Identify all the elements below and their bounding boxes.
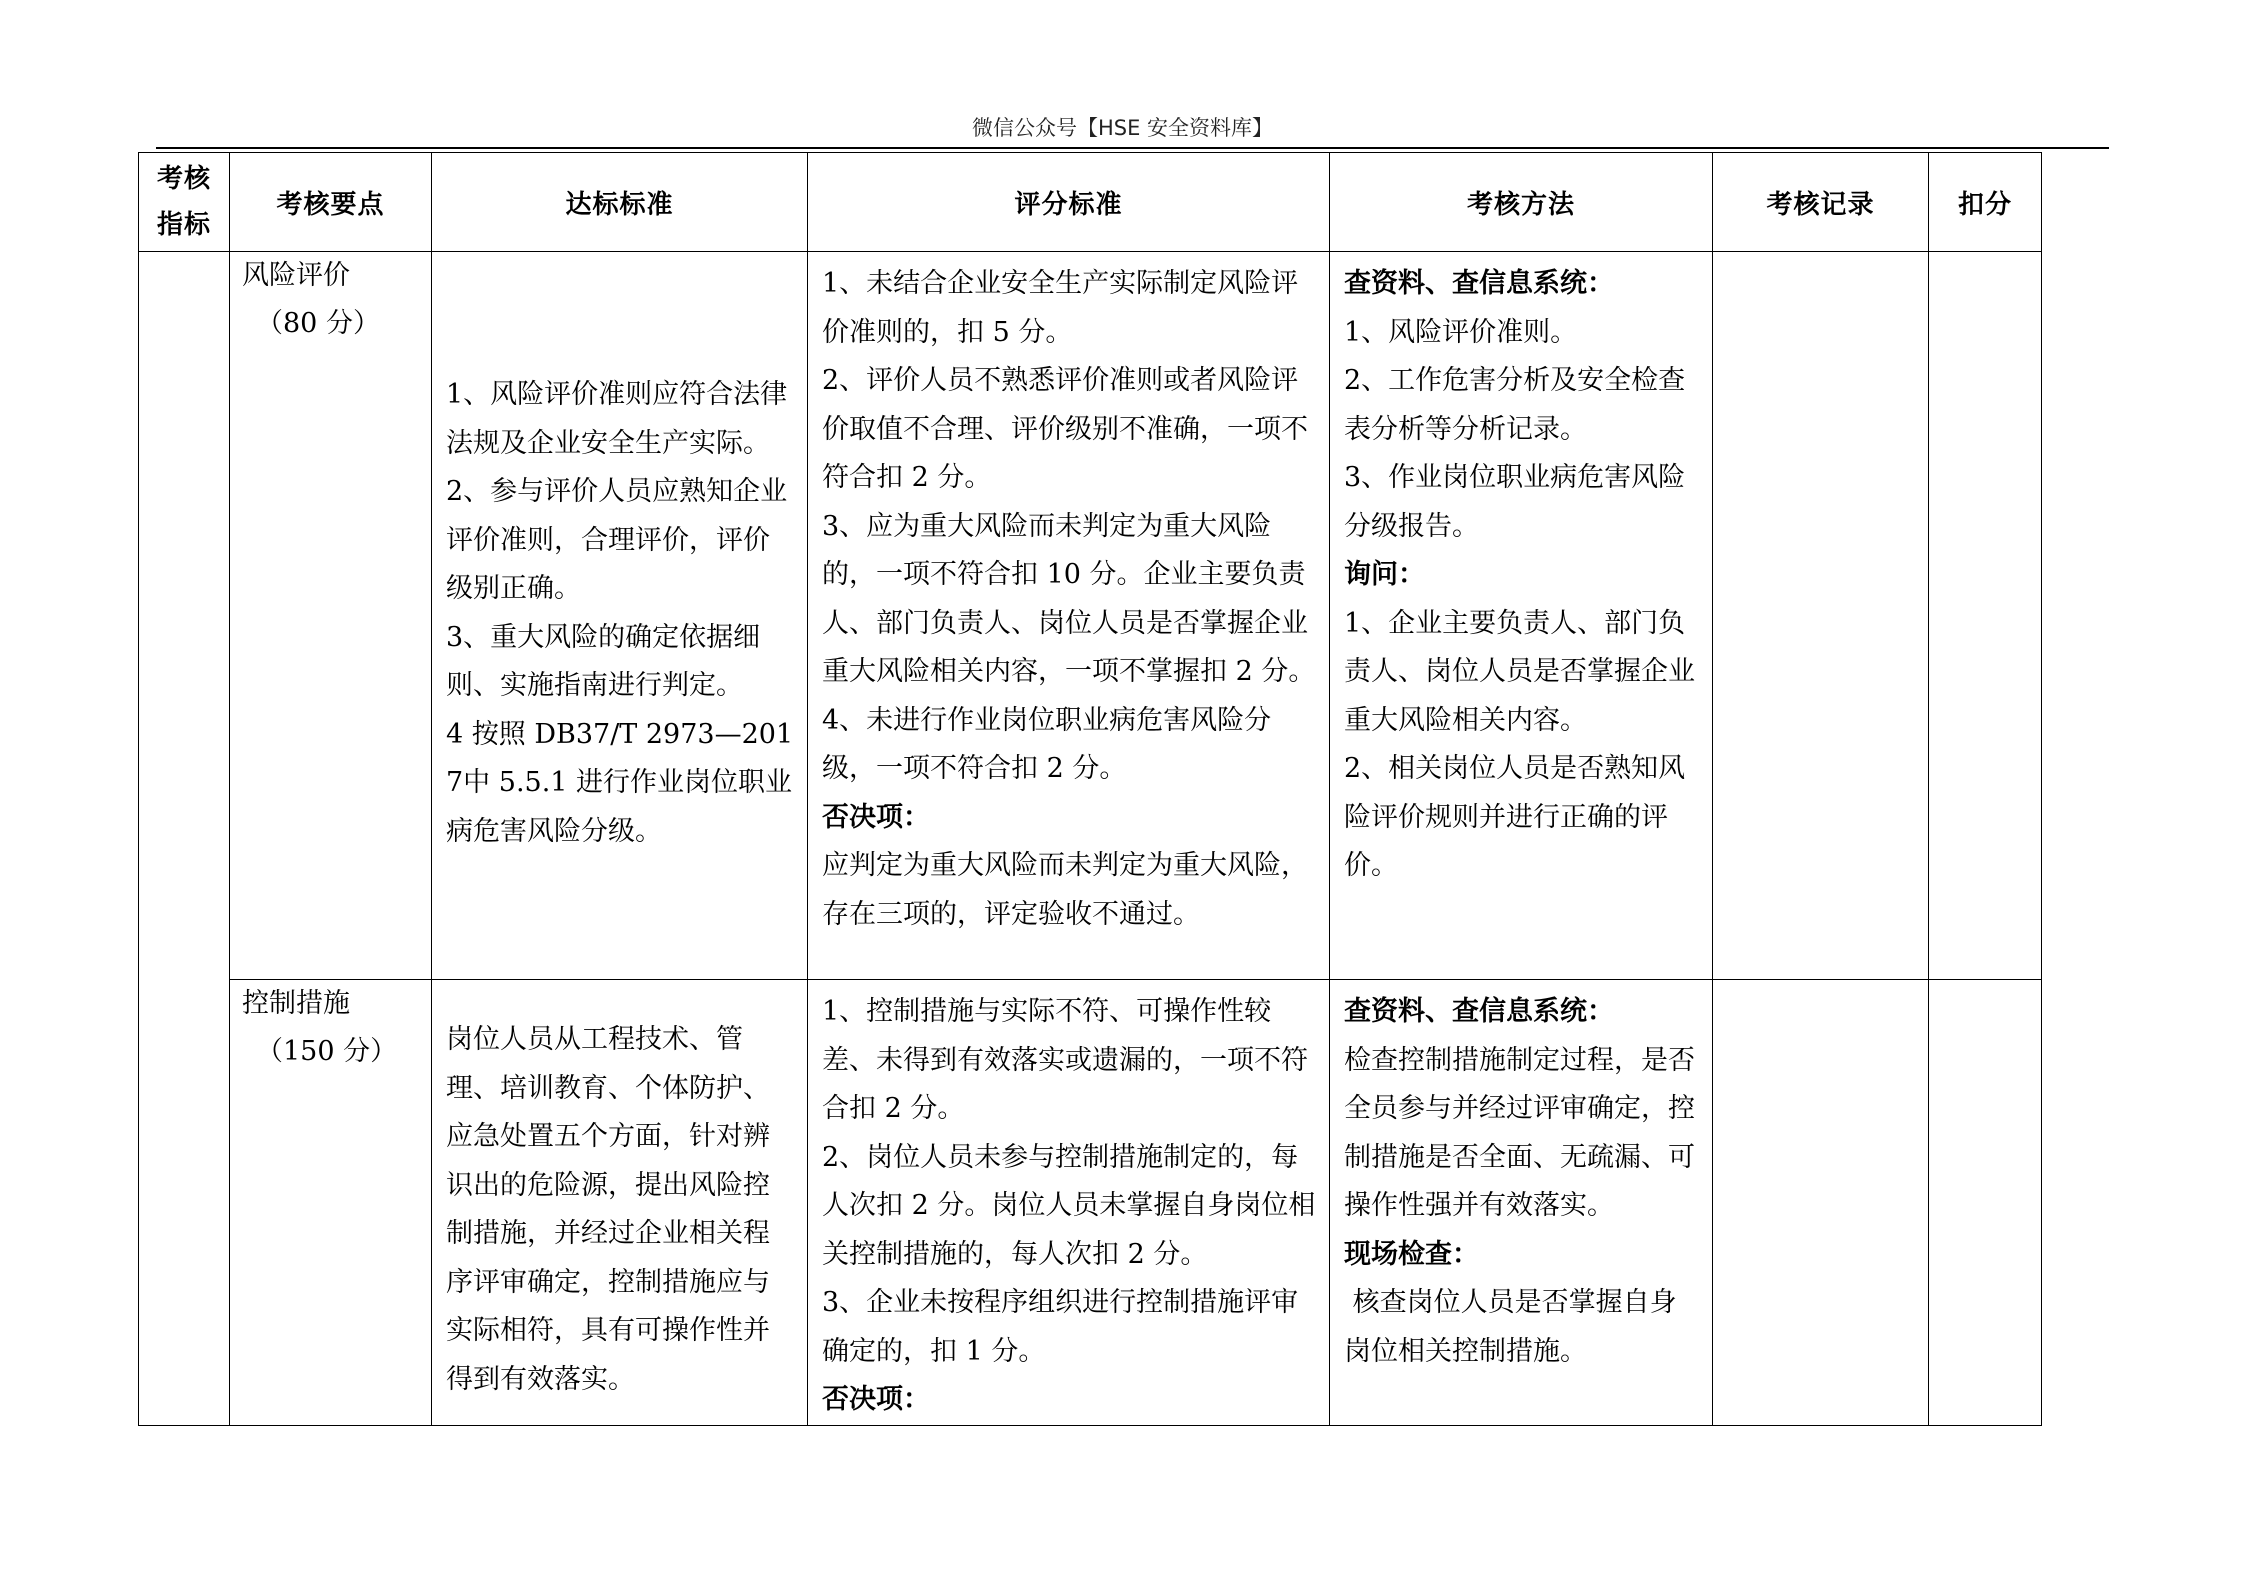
point-score: （80 分） (256, 308, 380, 339)
deduction-cell[interactable] (1929, 980, 2042, 1426)
scoring-text: 1、控制措施与实际不符、可操作性较差、未得到有效落实或遗漏的，一项不符合扣 2 分。 2、岗位人员未参与控制措施制定的，每人次扣 2 分。岗位人员未掌握自身岗位相关控制措施的，每人次扣 2 分。 3、企业未按程序组织进行控制措施评审确定的，扣 1 分。 (822, 996, 1316, 1367)
point-name: 风险评价 (242, 260, 350, 291)
method-text: 1、企业主要负责人、部门负责人、岗位人员是否掌握企业重大风险相关内容。 2、相关岗位人员是否熟知风险评价规则并进行正确的评价。 (1344, 607, 1695, 881)
point-name: 控制措施 (242, 988, 350, 1019)
method-cell (1330, 980, 1713, 1426)
indicator-cell (139, 252, 230, 1426)
scoring-text: 1、未结合企业安全生产实际制定风险评价准则的，扣 5 分。 2、评价人员不熟悉评价准则或者风险评价取值不合理、评价级别不准确，一项不符合扣 2 分。 3、应为重大风险而未判定为重大风险的，一项不符合扣 10 分。企业主要负责人、部门负责人、岗位人员是否掌握企业重大风险相关内容，一项不掌握扣 2 分。 4、未进行作业岗位职业病危害风险分级，一项不符合扣 2 分。 (822, 268, 1316, 784)
header-row (139, 153, 2042, 252)
assessment-table (138, 152, 2042, 1426)
column-header-record: 考核记录 (1713, 153, 1929, 252)
point-cell (230, 252, 432, 980)
method-label: 查资料、查信息系统： (1344, 996, 1614, 1027)
scoring-cell (808, 980, 1330, 1426)
method-label: 询问： (1344, 559, 1425, 590)
table-row (139, 980, 2042, 1426)
header-rule (156, 147, 2109, 149)
column-header-indicator: 考核 指标 (139, 153, 230, 252)
deduction-cell[interactable] (1929, 252, 2042, 980)
veto-label: 否决项： (822, 1384, 930, 1415)
criteria-cell: 岗位人员从工程技术、管理、培训教育、个体防护、应急处置五个方面，针对辨识出的危险源，提出风险控制措施，并经过企业相关程序评审确定，控制措施应与实际相符，具有可操作性并得到有效落实。 (432, 980, 808, 1426)
scoring-cell (808, 252, 1330, 980)
veto-label: 否决项： (822, 801, 930, 833)
method-label: 查资料、查信息系统： (1344, 268, 1614, 299)
record-cell[interactable] (1713, 252, 1929, 980)
column-header-point: 考核要点 (230, 153, 432, 252)
column-header-scoring: 评分标准 (808, 153, 1330, 252)
method-text: 检查控制措施制定过程，是否全员参与并经过评审确定，控制措施是否全面、无疏漏、可操作性强并有效落实。 (1344, 1044, 1695, 1221)
veto-text: 应判定为重大风险而未判定为重大风险，存在三项的，评定验收不通过。 (822, 850, 1308, 930)
method-cell (1330, 252, 1713, 980)
method-label: 现场检查： (1344, 1238, 1479, 1270)
table-row (139, 252, 2042, 980)
document-header: 微信公众号【HSE 安全资料库】 (971, 116, 1274, 140)
column-header-criteria: 达标标准 (432, 153, 808, 252)
method-text: 1、风险评价准则。 2、工作危害分析及安全检查表分析等分析记录。 3、作业岗位职业病危害风险分级报告。 (1344, 316, 1686, 542)
record-cell[interactable] (1713, 980, 1929, 1426)
criteria-cell: 1、风险评价准则应符合法律法规及企业安全生产实际。 2、参与评价人员应熟知企业评价准则，合理评价，评价级别正确。 3、重大风险的确定依据细则、实施指南进行判定。 4 按照 DB37/T 2973—2017中 5.5.1 进行作业岗位职业病危害风险分级。 (432, 252, 808, 980)
column-header-deduction: 扣分 (1929, 153, 2042, 252)
method-text: 核查岗位人员是否掌握自身岗位相关控制措施。 (1344, 1287, 1677, 1367)
point-score: （150 分） (256, 1036, 398, 1067)
column-header-method: 考核方法 (1330, 153, 1713, 252)
point-cell (230, 980, 432, 1426)
